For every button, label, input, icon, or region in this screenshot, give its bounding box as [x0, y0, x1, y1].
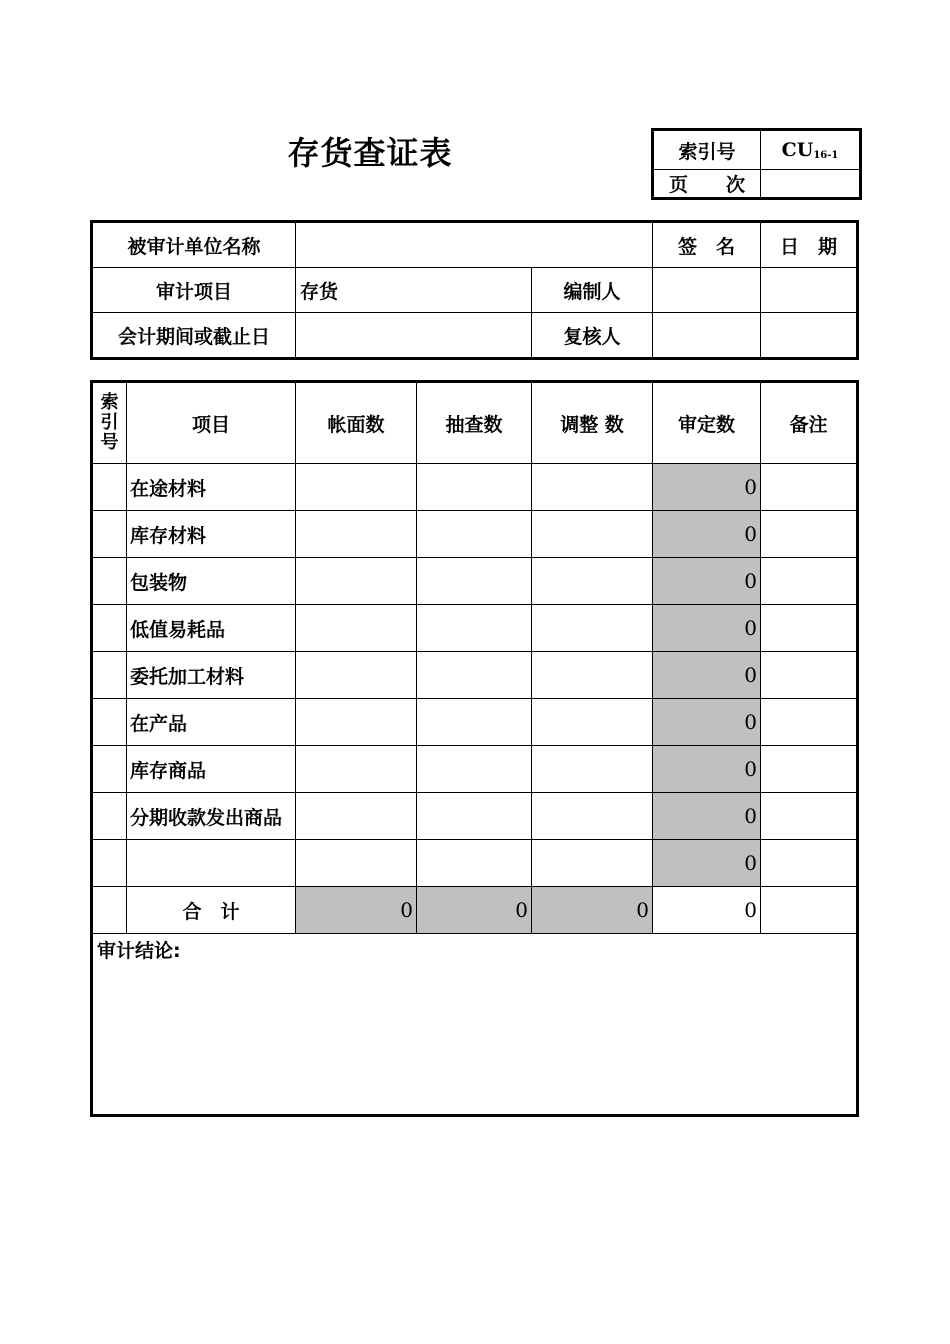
header-sample-value: 抽查数 — [417, 382, 532, 464]
approved-cell: 0 — [653, 464, 761, 511]
adjust-cell[interactable] — [532, 699, 653, 746]
approved-cell: 0 — [653, 511, 761, 558]
index-box — [651, 128, 862, 200]
info-table — [90, 220, 859, 360]
adjust-cell[interactable] — [532, 793, 653, 840]
reviewer-label: 复核人 — [532, 313, 653, 359]
approved-cell: 0 — [653, 746, 761, 793]
reviewer-sign-cell[interactable] — [653, 313, 761, 359]
adjust-cell[interactable] — [532, 464, 653, 511]
total-label: 合 计 — [127, 887, 296, 934]
sample-cell[interactable] — [417, 699, 532, 746]
header-approved: 审定数 — [653, 382, 761, 464]
total-row — [92, 887, 858, 934]
row-item-label[interactable] — [127, 840, 296, 887]
date-label: 日 期 — [761, 222, 858, 268]
row-item-label: 委托加工材料 — [127, 652, 296, 699]
audit-conclusion[interactable] — [92, 934, 858, 1116]
remark-cell[interactable] — [761, 605, 858, 652]
period-value[interactable] — [296, 313, 532, 359]
remark-cell[interactable] — [761, 746, 858, 793]
total-adjust-cell: 0 — [532, 887, 653, 934]
page-label: 页 次 — [653, 170, 761, 199]
remark-cell[interactable] — [761, 793, 858, 840]
approved-cell: 0 — [653, 793, 761, 840]
approved-cell: 0 — [653, 652, 761, 699]
adjust-cell[interactable] — [532, 605, 653, 652]
approved-cell: 0 — [653, 699, 761, 746]
remark-cell[interactable] — [761, 652, 858, 699]
header-adjustment: 调整 数 — [532, 382, 653, 464]
preparer-sign-cell[interactable] — [653, 268, 761, 313]
table-row — [92, 464, 858, 511]
sample-cell[interactable] — [417, 793, 532, 840]
index-value — [761, 130, 861, 170]
row-item-label: 低值易耗品 — [127, 605, 296, 652]
row-index-cell[interactable] — [92, 652, 127, 699]
period-label: 会计期间或截止日 — [92, 313, 296, 359]
total-book-cell: 0 — [296, 887, 417, 934]
row-index-cell[interactable] — [92, 699, 127, 746]
book-cell[interactable] — [296, 793, 417, 840]
reviewer-date-cell[interactable] — [761, 313, 858, 359]
index-value-main: CU — [781, 139, 814, 161]
table-row — [92, 793, 858, 840]
page-title: 存货查证表 — [287, 134, 453, 172]
book-cell[interactable] — [296, 464, 417, 511]
conclusion-label: 审计结论: — [97, 940, 181, 962]
remark-cell[interactable] — [761, 699, 858, 746]
inventory-table — [90, 380, 859, 1117]
sample-cell[interactable] — [417, 840, 532, 887]
total-approved-cell: 0 — [653, 887, 761, 934]
sample-cell[interactable] — [417, 746, 532, 793]
row-index-cell[interactable] — [92, 746, 127, 793]
remark-cell[interactable] — [761, 511, 858, 558]
auditee-label: 被审计单位名称 — [92, 222, 296, 268]
sample-cell[interactable] — [417, 558, 532, 605]
preparer-date-cell[interactable] — [761, 268, 858, 313]
header-item: 项目 — [127, 382, 296, 464]
sample-cell[interactable] — [417, 605, 532, 652]
sign-label: 签 名 — [653, 222, 761, 268]
table-row — [92, 699, 858, 746]
adjust-cell[interactable] — [532, 746, 653, 793]
row-item-label: 分期收款发出商品 — [127, 793, 296, 840]
auditee-value[interactable] — [296, 222, 653, 268]
row-index-cell[interactable] — [92, 840, 127, 887]
remark-cell[interactable] — [761, 840, 858, 887]
book-cell[interactable] — [296, 746, 417, 793]
page-value[interactable] — [761, 170, 861, 199]
table-row — [92, 511, 858, 558]
table-row — [92, 840, 858, 887]
preparer-label: 编制人 — [532, 268, 653, 313]
header-book-value: 帐面数 — [296, 382, 417, 464]
row-item-label: 包装物 — [127, 558, 296, 605]
header-index: 索 引 号 — [92, 382, 127, 464]
row-index-cell[interactable] — [92, 887, 127, 934]
adjust-cell[interactable] — [532, 558, 653, 605]
approved-cell: 0 — [653, 605, 761, 652]
book-cell[interactable] — [296, 605, 417, 652]
table-row — [92, 558, 858, 605]
total-sample-cell: 0 — [417, 887, 532, 934]
row-item-label: 库存商品 — [127, 746, 296, 793]
remark-cell[interactable] — [761, 558, 858, 605]
adjust-cell[interactable] — [532, 652, 653, 699]
remark-cell[interactable] — [761, 887, 858, 934]
approved-cell: 0 — [653, 558, 761, 605]
row-index-cell[interactable] — [92, 464, 127, 511]
sample-cell[interactable] — [417, 511, 532, 558]
book-cell[interactable] — [296, 558, 417, 605]
row-index-cell[interactable] — [92, 511, 127, 558]
book-cell[interactable] — [296, 652, 417, 699]
index-label: 索引号 — [653, 130, 761, 170]
table-row — [92, 605, 858, 652]
row-index-cell[interactable] — [92, 605, 127, 652]
sample-cell[interactable] — [417, 652, 532, 699]
audit-item-label: 审计项目 — [92, 268, 296, 313]
book-cell[interactable] — [296, 840, 417, 887]
adjust-cell[interactable] — [532, 511, 653, 558]
row-item-label: 在途材料 — [127, 464, 296, 511]
book-cell[interactable] — [296, 511, 417, 558]
approved-cell: 0 — [653, 840, 761, 887]
header-remark: 备注 — [761, 382, 858, 464]
adjust-cell[interactable] — [532, 840, 653, 887]
table-row — [92, 746, 858, 793]
row-index-cell[interactable] — [92, 793, 127, 840]
row-index-cell[interactable] — [92, 558, 127, 605]
audit-item-value[interactable]: 存货 — [296, 268, 532, 313]
row-item-label: 在产品 — [127, 699, 296, 746]
book-cell[interactable] — [296, 699, 417, 746]
index-value-sub: 16-1 — [813, 150, 839, 161]
row-item-label: 库存材料 — [127, 511, 296, 558]
table-row — [92, 652, 858, 699]
sample-cell[interactable] — [417, 464, 532, 511]
remark-cell[interactable] — [761, 464, 858, 511]
